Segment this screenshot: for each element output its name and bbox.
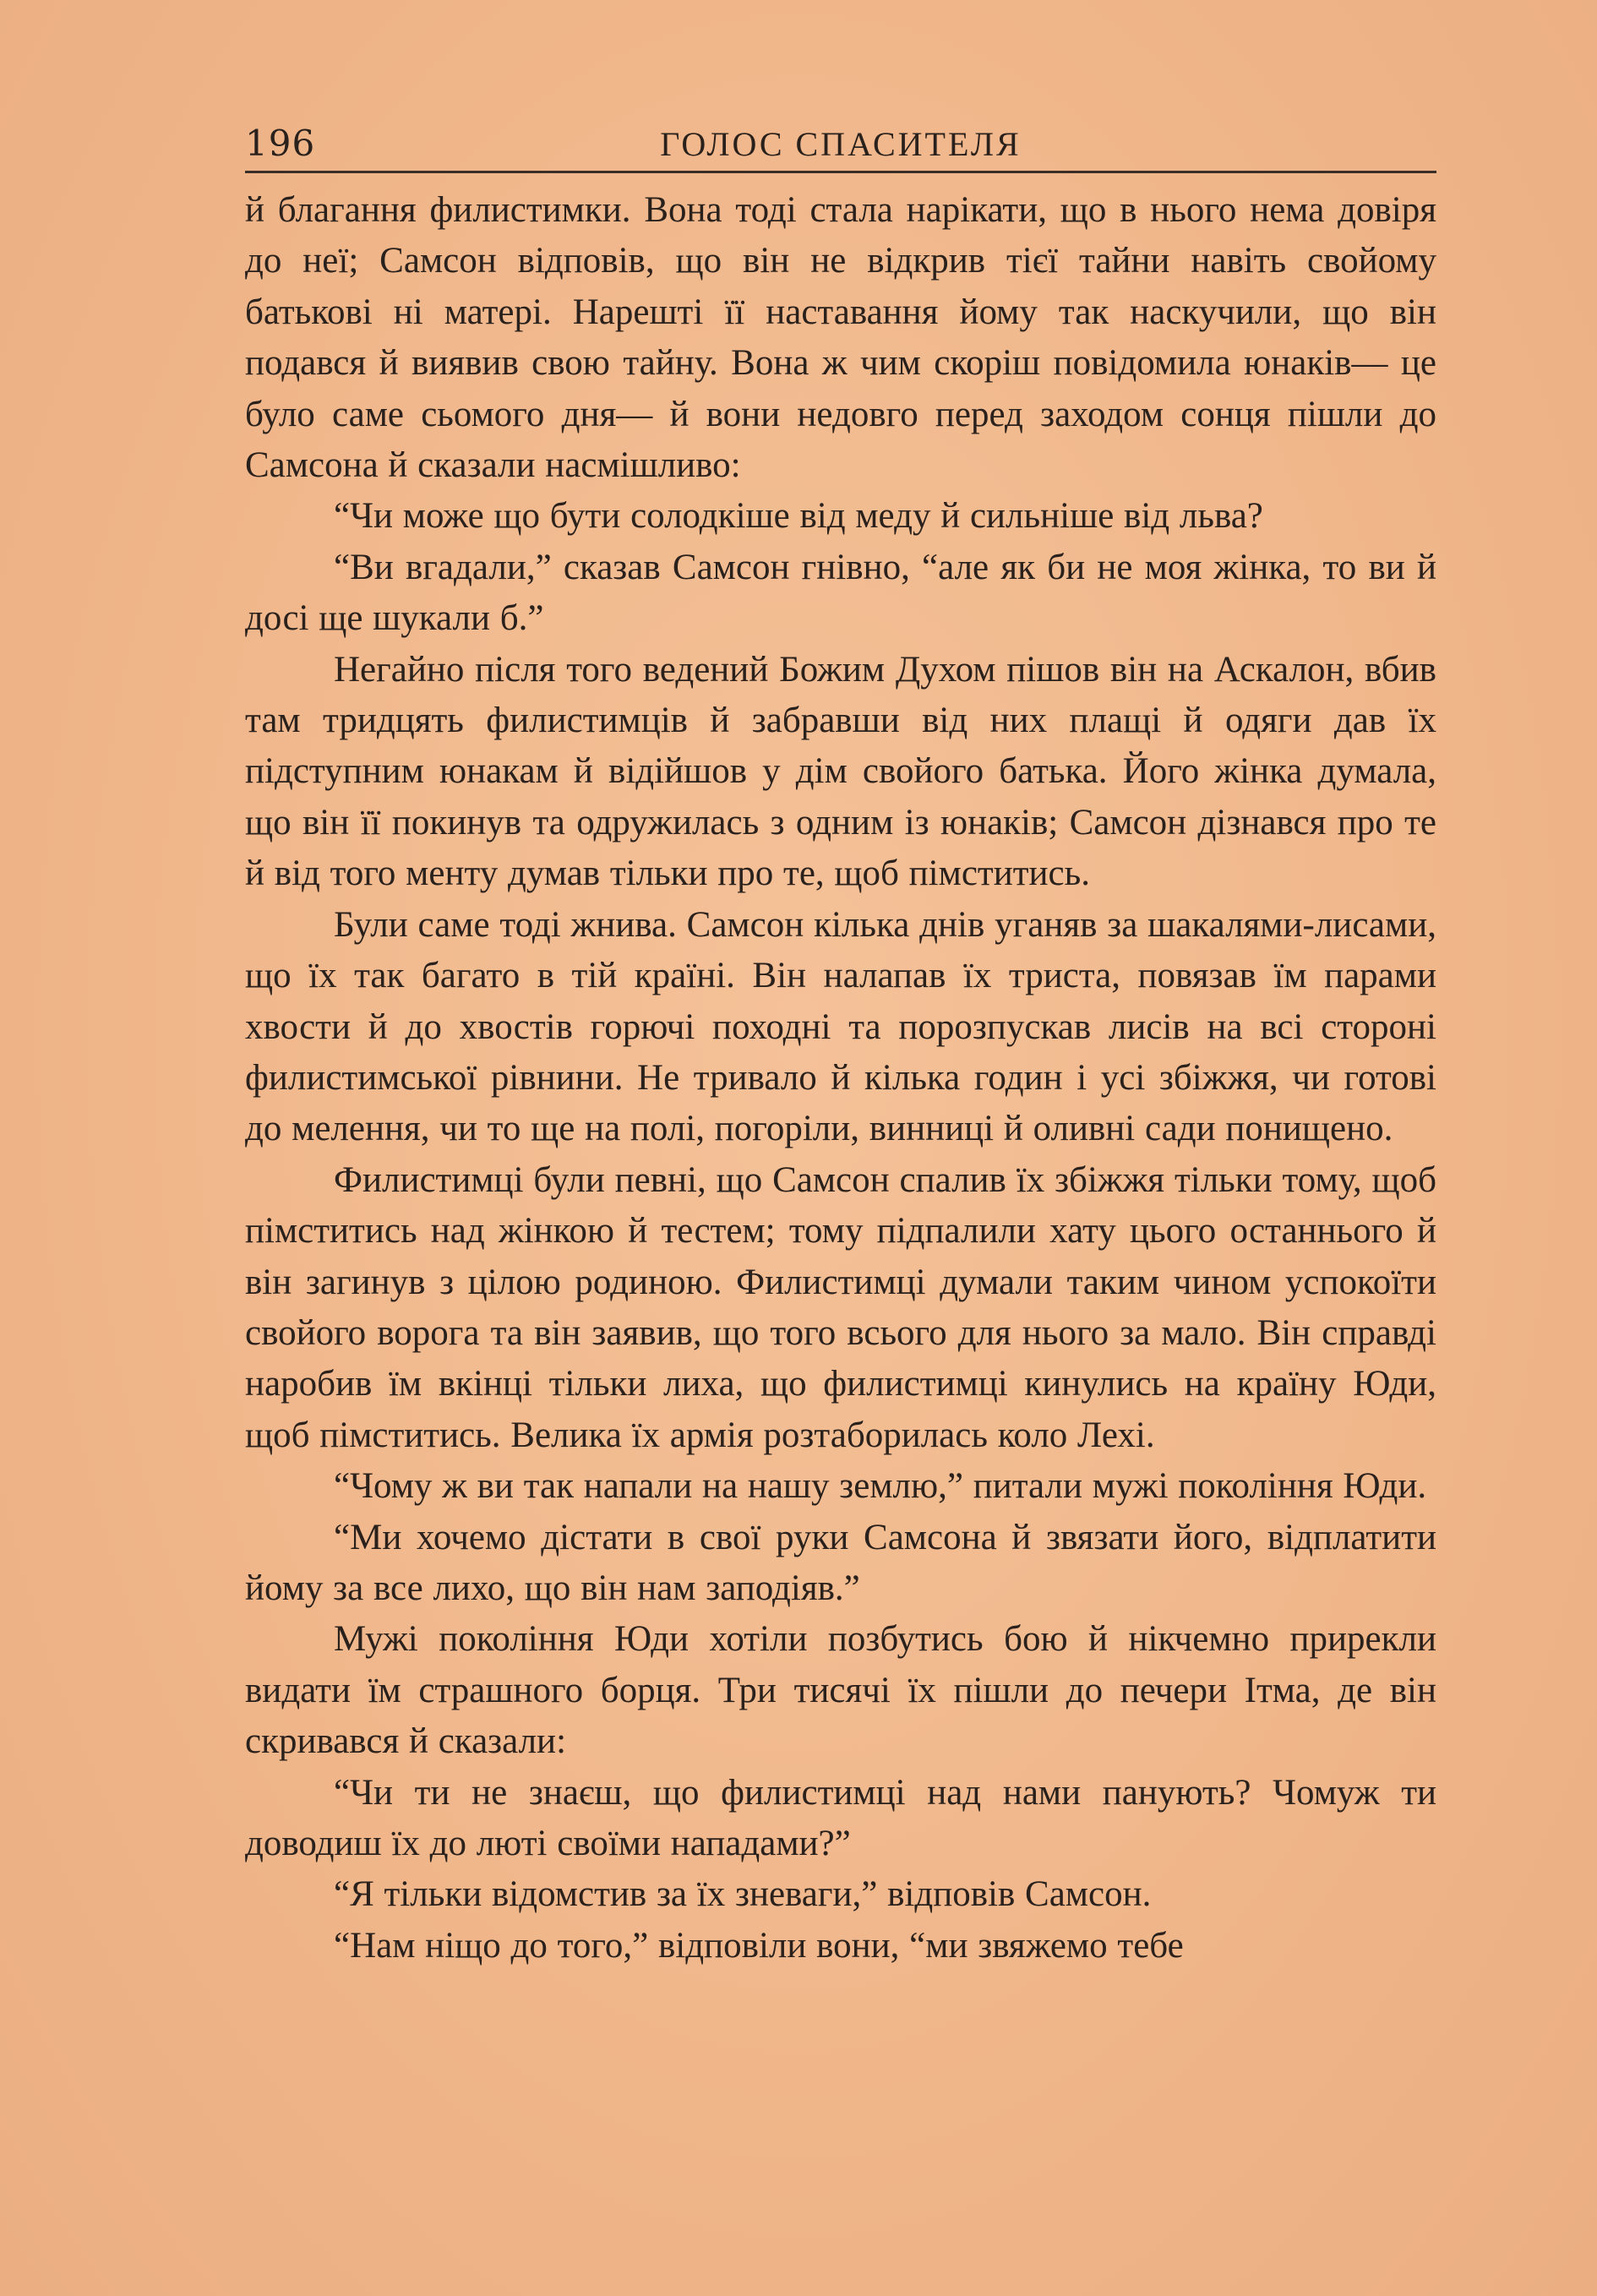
paragraph: Негайно після того ведений Божим Духом пішов він на Аскалон, вбив там тридцять филистимців й забравши від них плащі й одяги дав їх підступним юнакам й відійшов у дім свойого батька. Його жінка думала, що він її покинув та одружилась з одним із юнаків; Самсон дізнався про те й від того менту думав тільки про те, щоб пімститись. — [245, 649, 1436, 894]
page-number: 196 — [245, 123, 316, 164]
running-title: ГОЛОС СПАСИТЕЛЯ — [660, 125, 1022, 163]
paragraph: “Чи ти не знаєш, що филистимці над нами панують? Чомуж ти доводиш їх до люті своїми нападами?” — [245, 1772, 1436, 1863]
paragraph: “Я тільки відомстив за їх зневаги,” відповів Самсон. — [334, 1874, 1152, 1915]
paragraph: Мужі покоління Юди хотіли позбутись бою й нікчемно прирекли видати їм страшного борця. Три тисячі їх пішли до печери Ітма, де він скривався й сказали: — [245, 1619, 1436, 1762]
paragraph: Филистимці були певні, що Самсон спалив їх збіжжя тільки тому, щоб пімститись над жінкою й тестем; тому підпалили хату цього останнього й він загинув з цілою родиною. Филистимці думали таким чином успокоїти свойого ворога та він заявив, що того всього для нього за мало. Він справді наробив їм вкінці тільки лиха, що филистимці кинулись на країну Юди, щоб пімститись. Велика їх армія розтаборилась коло Лехі. — [245, 1159, 1436, 1455]
running-head — [245, 110, 1436, 173]
paragraph: Були саме тоді жнива. Самсон кілька днів уганяв за шакалями-лисами, що їх так багато в тій країні. Він налапав їх триста, повязав їм парами хвости й до хвостів горючі походні та порозпускав лисів на всі стороні филистимської рівнини. Не тривало й кілька годин і усі збіжжя, чи готові до мелення, чи то ще на полі, погоріли, винниці й оливні сади понищено. — [245, 904, 1436, 1149]
paragraph: “Нам ніщо до того,” відповіли вони, “ми звяжемо тебе — [334, 1925, 1184, 1966]
paragraph: “Чому ж ви так напали на нашу землю,” питали мужі покоління Юди. — [334, 1466, 1427, 1507]
paragraph: “Чи може що бути солодкіше від меду й сильніше від льва? — [334, 496, 1263, 537]
book-page — [245, 110, 1436, 2239]
paragraph: “Ви вгадали,” сказав Самсон гнівно, “але як би не моя жінка, то ви й досі ще шукали б.” — [245, 547, 1436, 639]
body-text — [245, 185, 1436, 1972]
paragraph: “Ми хочемо дістати в свої руки Самсона й звязати його, відплатити йому за все лихо, що він нам заподіяв.” — [245, 1517, 1436, 1608]
paragraph: й благання филистимки. Вона тоді стала нарікати, що в нього нема довіря до неї; Самсон відповів, що він не відкрив тієї тайни навіть свойому батькові ні матері. Нарешті її наставання йому так наскучили, що він подався й виявив свою тайну. Вона ж чим скоріш повідомила юнаків— це було саме сьомого дня— й вони недовго перед заходом сонця пішли до Самсона й сказали насмішливо: — [245, 190, 1436, 486]
